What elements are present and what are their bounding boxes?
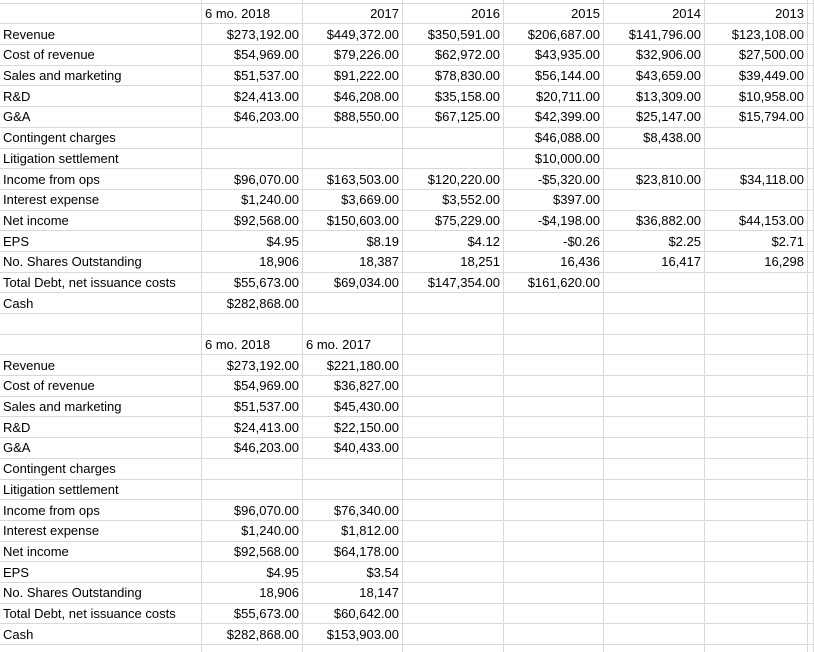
value-cell[interactable]: $60,642.00 [303,604,403,625]
empty-cell[interactable] [808,480,814,501]
table-row [0,190,814,211]
row-label-cell[interactable]: Cash [0,293,202,314]
value-cell[interactable]: $206,687.00 [504,24,604,45]
empty-cell[interactable] [0,314,202,335]
row-label-cell[interactable]: R&D [0,417,202,438]
row-label-cell[interactable]: No. Shares Outstanding [0,252,202,273]
row-label-cell[interactable]: Net income [0,211,202,232]
empty-cell[interactable] [808,604,814,625]
value-cell[interactable]: $2.71 [705,231,808,252]
value-cell[interactable]: 18,147 [303,583,403,604]
value-cell[interactable]: $4.95 [202,562,303,583]
column-header[interactable]: 2016 [403,4,504,25]
value-cell[interactable]: $78,830.00 [403,66,504,87]
value-cell[interactable]: 16,436 [504,252,604,273]
value-cell[interactable]: $51,537.00 [202,397,303,418]
empty-cell[interactable] [808,645,814,652]
empty-cell[interactable] [403,480,504,501]
empty-cell[interactable] [808,355,814,376]
value-cell[interactable]: $96,070.00 [202,500,303,521]
empty-cell[interactable] [705,583,808,604]
empty-cell[interactable] [504,604,604,625]
column-header[interactable]: 2017 [303,4,403,25]
value-cell[interactable]: $153,903.00 [303,624,403,645]
empty-cell[interactable] [403,314,504,335]
corner-cell[interactable] [0,4,202,25]
empty-cell[interactable] [403,604,504,625]
row-label-cell[interactable]: Litigation settlement [0,149,202,170]
empty-cell[interactable] [403,521,504,542]
value-cell[interactable]: $46,203.00 [202,107,303,128]
empty-cell[interactable] [705,604,808,625]
empty-cell[interactable] [403,355,504,376]
table-row [0,169,814,190]
empty-cell[interactable] [0,645,202,652]
value-cell[interactable]: $54,969.00 [202,376,303,397]
row-label-cell[interactable]: EPS [0,231,202,252]
value-cell[interactable]: $32,906.00 [604,45,705,66]
value-cell[interactable]: $3.54 [303,562,403,583]
table-row [0,459,814,480]
row-label-cell[interactable]: No. Shares Outstanding [0,583,202,604]
value-cell[interactable]: 16,417 [604,252,705,273]
empty-cell[interactable] [705,542,808,563]
empty-cell[interactable] [604,480,705,501]
value-cell[interactable]: $40,433.00 [303,438,403,459]
empty-cell[interactable] [705,624,808,645]
value-cell[interactable]: 18,387 [303,252,403,273]
row-label-cell[interactable]: EPS [0,562,202,583]
value-cell[interactable]: -$5,320.00 [504,169,604,190]
value-cell[interactable] [604,293,705,314]
table-row [0,24,814,45]
empty-cell[interactable] [808,45,814,66]
empty-cell[interactable] [705,438,808,459]
row-label-cell[interactable]: Cash [0,624,202,645]
empty-cell[interactable] [202,645,303,652]
table-row [0,583,814,604]
empty-cell[interactable] [202,314,303,335]
value-cell[interactable]: $91,222.00 [303,66,403,87]
value-cell[interactable]: $92,568.00 [202,211,303,232]
value-cell[interactable]: 18,906 [202,583,303,604]
empty-cell[interactable] [705,562,808,583]
table-row [0,521,814,542]
value-cell[interactable]: $3,669.00 [303,190,403,211]
value-cell[interactable]: $27,500.00 [705,45,808,66]
empty-cell[interactable] [604,521,705,542]
value-cell[interactable] [303,459,403,480]
empty-cell[interactable] [403,500,504,521]
empty-cell[interactable] [604,417,705,438]
empty-cell[interactable] [705,397,808,418]
value-cell[interactable]: $55,673.00 [202,604,303,625]
empty-cell[interactable] [604,583,705,604]
empty-cell[interactable] [604,562,705,583]
empty-cell[interactable] [504,417,604,438]
value-cell[interactable]: $24,413.00 [202,417,303,438]
empty-cell[interactable] [504,314,604,335]
row-label-cell[interactable]: Total Debt, net issuance costs [0,604,202,625]
empty-cell[interactable] [504,480,604,501]
value-cell[interactable]: 16,298 [705,252,808,273]
empty-cell[interactable] [808,273,814,294]
value-cell[interactable] [303,149,403,170]
empty-cell[interactable] [604,335,705,356]
value-cell[interactable]: $64,178.00 [303,542,403,563]
value-cell[interactable]: $3,552.00 [403,190,504,211]
row-label-cell[interactable]: R&D [0,86,202,107]
value-cell[interactable]: $56,144.00 [504,66,604,87]
empty-cell[interactable] [705,459,808,480]
value-cell[interactable]: $1,240.00 [202,190,303,211]
empty-cell[interactable] [808,211,814,232]
table-row [0,562,814,583]
value-cell[interactable]: $273,192.00 [202,355,303,376]
empty-cell[interactable] [705,355,808,376]
row-label-cell[interactable]: Total Debt, net issuance costs [0,273,202,294]
empty-cell[interactable] [403,417,504,438]
table-row [0,66,814,87]
empty-cell[interactable] [504,542,604,563]
value-cell[interactable]: $23,810.00 [604,169,705,190]
empty-cell[interactable] [808,24,814,45]
table-row [0,252,814,273]
value-cell[interactable]: $96,070.00 [202,169,303,190]
empty-cell[interactable] [808,149,814,170]
row-label-cell[interactable]: Net income [0,542,202,563]
value-cell[interactable]: $273,192.00 [202,24,303,45]
empty-cell[interactable] [403,624,504,645]
column-header[interactable]: 6 mo. 2018 [202,335,303,356]
value-cell[interactable]: $42,399.00 [504,107,604,128]
table-row [0,480,814,501]
row-label-cell[interactable]: Revenue [0,24,202,45]
value-cell[interactable]: 18,251 [403,252,504,273]
column-header[interactable]: 6 mo. 2017 [303,335,403,356]
empty-cell[interactable] [303,314,403,335]
value-cell[interactable]: $13,309.00 [604,86,705,107]
value-cell[interactable]: $36,827.00 [303,376,403,397]
column-header[interactable]: 2013 [705,4,808,25]
empty-cell[interactable] [808,397,814,418]
header-row [0,4,814,25]
value-cell[interactable]: $8.19 [303,231,403,252]
value-cell[interactable]: $46,088.00 [504,128,604,149]
value-cell[interactable]: 18,906 [202,252,303,273]
value-cell[interactable] [705,273,808,294]
value-cell[interactable]: $35,158.00 [403,86,504,107]
empty-cell[interactable] [403,542,504,563]
value-cell[interactable]: $46,203.00 [202,438,303,459]
value-cell[interactable] [403,149,504,170]
empty-cell[interactable] [808,562,814,583]
empty-cell[interactable] [808,521,814,542]
empty-cell[interactable] [504,624,604,645]
empty-cell[interactable] [504,355,604,376]
row-label-cell[interactable]: Income from ops [0,500,202,521]
empty-cell[interactable] [504,645,604,652]
row-label-cell[interactable]: Litigation settlement [0,480,202,501]
value-cell[interactable]: -$4,198.00 [504,211,604,232]
value-cell[interactable] [403,128,504,149]
table-row [0,604,814,625]
empty-cell[interactable] [604,314,705,335]
empty-cell[interactable] [808,417,814,438]
header-row [0,335,814,356]
empty-cell[interactable] [705,417,808,438]
value-cell[interactable] [705,128,808,149]
value-cell[interactable]: $8,438.00 [604,128,705,149]
corner-cell[interactable] [0,335,202,356]
value-cell[interactable] [303,293,403,314]
table-row [0,273,814,294]
empty-cell[interactable] [705,500,808,521]
value-cell[interactable]: $141,796.00 [604,24,705,45]
value-cell[interactable] [604,190,705,211]
empty-cell[interactable] [403,562,504,583]
table-row [0,397,814,418]
empty-cell[interactable] [604,624,705,645]
table-row [0,86,814,107]
value-cell[interactable]: $76,340.00 [303,500,403,521]
value-cell[interactable] [604,273,705,294]
value-cell[interactable] [202,459,303,480]
empty-cell[interactable] [705,480,808,501]
table-row [0,231,814,252]
empty-cell[interactable] [808,190,814,211]
empty-cell[interactable] [403,645,504,652]
empty-cell[interactable] [808,500,814,521]
value-cell[interactable]: $55,673.00 [202,273,303,294]
row-label-cell[interactable]: Interest expense [0,190,202,211]
empty-cell[interactable] [504,438,604,459]
row-label-cell[interactable]: Sales and marketing [0,397,202,418]
row-label-cell[interactable]: G&A [0,438,202,459]
value-cell[interactable]: $1,240.00 [202,521,303,542]
value-cell[interactable]: $43,659.00 [604,66,705,87]
empty-cell[interactable] [808,376,814,397]
empty-cell[interactable] [303,645,403,652]
empty-cell[interactable] [403,397,504,418]
empty-cell[interactable] [808,86,814,107]
row-label-cell[interactable]: Cost of revenue [0,376,202,397]
table-row [0,542,814,563]
table-row [0,624,814,645]
empty-cell[interactable] [705,376,808,397]
empty-cell[interactable] [403,438,504,459]
empty-cell[interactable] [808,624,814,645]
value-cell[interactable]: $67,125.00 [403,107,504,128]
empty-cell[interactable] [604,376,705,397]
empty-cell[interactable] [604,438,705,459]
value-cell[interactable]: $22,150.00 [303,417,403,438]
empty-cell[interactable] [808,169,814,190]
empty-cell[interactable] [808,438,814,459]
table-row [0,45,814,66]
value-cell[interactable] [705,190,808,211]
table-row [0,500,814,521]
value-cell[interactable]: $150,603.00 [303,211,403,232]
value-cell[interactable] [303,480,403,501]
value-cell[interactable]: $62,972.00 [403,45,504,66]
table-row [0,107,814,128]
empty-cell[interactable] [808,66,814,87]
empty-cell[interactable] [403,376,504,397]
value-cell[interactable] [705,293,808,314]
value-cell[interactable]: $1,812.00 [303,521,403,542]
value-cell[interactable]: $20,711.00 [504,86,604,107]
value-cell[interactable] [202,149,303,170]
empty-cell[interactable] [403,459,504,480]
empty-cell[interactable] [705,335,808,356]
value-cell[interactable] [202,128,303,149]
empty-cell[interactable] [504,397,604,418]
row-label-cell[interactable]: G&A [0,107,202,128]
value-cell[interactable]: $120,220.00 [403,169,504,190]
empty-cell[interactable] [504,583,604,604]
value-cell[interactable]: $45,430.00 [303,397,403,418]
value-cell[interactable]: $43,935.00 [504,45,604,66]
table-row [0,438,814,459]
empty-cell[interactable] [808,293,814,314]
value-cell[interactable]: $163,503.00 [303,169,403,190]
empty-row [0,314,814,335]
value-cell[interactable]: $147,354.00 [403,273,504,294]
value-cell[interactable]: $282,868.00 [202,624,303,645]
value-cell[interactable]: $54,969.00 [202,45,303,66]
value-cell[interactable]: $24,413.00 [202,86,303,107]
value-cell[interactable]: $36,882.00 [604,211,705,232]
value-cell[interactable]: $4.12 [403,231,504,252]
empty-cell[interactable] [504,521,604,542]
value-cell[interactable]: $10,958.00 [705,86,808,107]
value-cell[interactable]: $51,537.00 [202,66,303,87]
empty-cell[interactable] [604,645,705,652]
empty-cell[interactable] [808,128,814,149]
row-label-cell[interactable]: Revenue [0,355,202,376]
empty-cell[interactable] [705,521,808,542]
row-label-cell[interactable]: Income from ops [0,169,202,190]
value-cell[interactable] [604,149,705,170]
empty-cell[interactable] [808,107,814,128]
value-cell[interactable]: $350,591.00 [403,24,504,45]
value-cell[interactable]: $15,794.00 [705,107,808,128]
table-row [0,376,814,397]
row-label-cell[interactable]: Interest expense [0,521,202,542]
empty-cell[interactable] [504,376,604,397]
empty-cell[interactable] [604,604,705,625]
empty-cell[interactable] [808,459,814,480]
value-cell[interactable]: $4.95 [202,231,303,252]
empty-cell[interactable] [604,355,705,376]
empty-cell[interactable] [504,335,604,356]
empty-cell[interactable] [504,500,604,521]
empty-cell[interactable] [808,252,814,273]
value-cell[interactable]: -$0.26 [504,231,604,252]
empty-cell[interactable] [808,314,814,335]
row-label-cell[interactable]: Cost of revenue [0,45,202,66]
empty-cell[interactable] [604,397,705,418]
value-cell[interactable]: $221,180.00 [303,355,403,376]
table-row [0,211,814,232]
column-header[interactable]: 6 mo. 2018 [202,4,303,25]
empty-cell[interactable] [403,583,504,604]
empty-cell[interactable] [705,314,808,335]
value-cell[interactable]: $25,147.00 [604,107,705,128]
value-cell[interactable]: $69,034.00 [303,273,403,294]
value-cell[interactable]: $46,208.00 [303,86,403,107]
empty-cell[interactable] [808,231,814,252]
value-cell[interactable]: $449,372.00 [303,24,403,45]
value-cell[interactable] [202,480,303,501]
empty-cell[interactable] [504,562,604,583]
value-cell[interactable]: $2.25 [604,231,705,252]
empty-cell[interactable] [604,459,705,480]
value-cell[interactable]: $34,118.00 [705,169,808,190]
partial-row-bottom [0,645,814,652]
table-row [0,149,814,170]
empty-cell[interactable] [808,542,814,563]
value-cell[interactable]: $88,550.00 [303,107,403,128]
value-cell[interactable]: $75,229.00 [403,211,504,232]
table-row [0,128,814,149]
value-cell[interactable]: $161,620.00 [504,273,604,294]
empty-cell[interactable] [705,645,808,652]
value-cell[interactable] [705,149,808,170]
value-cell[interactable]: $39,449.00 [705,66,808,87]
value-cell[interactable]: $123,108.00 [705,24,808,45]
value-cell[interactable]: $10,000.00 [504,149,604,170]
empty-cell[interactable] [403,335,504,356]
row-label-cell[interactable]: Contingent charges [0,128,202,149]
row-label-cell[interactable]: Sales and marketing [0,66,202,87]
row-label-cell[interactable]: Contingent charges [0,459,202,480]
empty-cell[interactable] [504,459,604,480]
table-row [0,417,814,438]
table-row [0,355,814,376]
column-header[interactable]: 2015 [504,4,604,25]
value-cell[interactable] [303,128,403,149]
value-cell[interactable] [403,293,504,314]
value-cell[interactable]: $397.00 [504,190,604,211]
empty-cell[interactable] [604,500,705,521]
column-header[interactable]: 2014 [604,4,705,25]
value-cell[interactable]: $44,153.00 [705,211,808,232]
empty-cell[interactable] [808,583,814,604]
value-cell[interactable]: $282,868.00 [202,293,303,314]
value-cell[interactable]: $92,568.00 [202,542,303,563]
empty-cell[interactable] [808,4,814,25]
table-row [0,293,814,314]
value-cell[interactable]: $79,226.00 [303,45,403,66]
value-cell[interactable] [504,293,604,314]
empty-cell[interactable] [808,335,814,356]
empty-cell[interactable] [604,542,705,563]
